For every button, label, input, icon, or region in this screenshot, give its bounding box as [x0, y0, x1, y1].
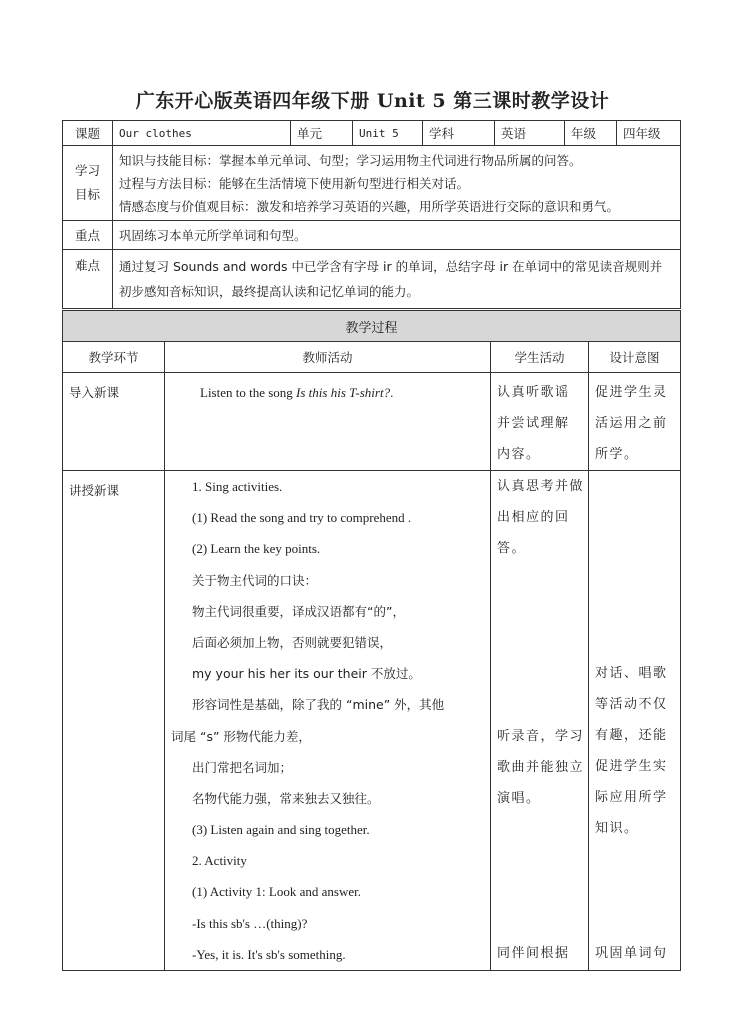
topic-label: 课题 [63, 121, 113, 146]
info-table [62, 120, 681, 309]
teacher-line: my your his her its our their 不放过。 [192, 666, 421, 682]
design-intro: 促进学生灵活运用之前所学。 [589, 373, 681, 471]
teacher-line: (2) Learn the key points. [192, 541, 321, 557]
teacher-new [165, 471, 491, 971]
design-new-a: 对话、唱歌等活动不仅有趣，还能促进学生实际应用所学知识。 [595, 666, 668, 836]
stage-new: 讲授新课 [63, 471, 165, 971]
student-intro: 认真听歌谣并尝试理解内容。 [491, 373, 589, 471]
grade-value: 四年级 [617, 121, 681, 146]
teacher-line: -Is this sb's …(thing)? [192, 915, 308, 931]
unit-value: Unit 5 [353, 121, 423, 146]
teacher-intro-prefix: Listen to the song [200, 385, 297, 400]
teacher-line: 出门常把名词加； [192, 759, 293, 775]
goal-process: 过程与方法目标：能够在生活情境下使用新句型进行相关对话。 [119, 175, 470, 191]
goal-knowledge: 知识与技能目标：掌握本单元单词、句型；学习运用物主代词进行物品所属的问答。 [119, 152, 582, 168]
student-new [491, 471, 589, 971]
teacher-intro [165, 373, 491, 471]
teacher-line: (3) Listen again and sing together. [192, 822, 370, 838]
col-stage: 教学环节 [63, 342, 165, 373]
stage-intro: 导入新课 [63, 373, 165, 471]
unit-label: 单元 [291, 121, 353, 146]
subject-value: 英语 [495, 121, 565, 146]
process-header: 教学过程 [63, 311, 681, 342]
teacher-line: (1) Read the song and try to comprehend . [192, 510, 412, 526]
grade-label: 年级 [565, 121, 617, 146]
goals-label: 学习目标 [63, 146, 113, 221]
design-new-b: 巩固单词句 [595, 946, 668, 961]
teacher-line: 物主代词很重要，译成汉语都有“的”， [192, 603, 405, 619]
teacher-line: (1) Activity 1: Look and answer. [192, 884, 361, 900]
teacher-line: 名物代能力强，常来独去又独往。 [192, 790, 380, 806]
student-new-b: 听录音，学习歌曲并能独立演唱。 [497, 729, 585, 806]
goals-cell [113, 146, 681, 221]
col-teacher: 教师活动 [165, 342, 491, 373]
teacher-intro-suffix: . [390, 385, 394, 400]
teacher-line: 词尾 “s” 形物代能力差， [171, 728, 311, 744]
topic-value: Our clothes [113, 121, 291, 146]
teacher-line: 1. Sing activities. [192, 479, 283, 494]
student-new-c: 同伴间根据 [497, 946, 570, 961]
teacher-line: 2. Activity [192, 853, 247, 869]
design-new [589, 471, 681, 971]
teacher-line: 关于物主代词的口诀： [192, 572, 318, 588]
song-title: Is this his T-shirt? [296, 385, 391, 400]
col-design: 设计意图 [589, 342, 681, 373]
teacher-line: -Yes, it is. It's sb's something. [192, 946, 346, 962]
process-table [62, 310, 681, 971]
teacher-line: 形容词性是基础，除了我的 “mine” 外，其他 [192, 697, 445, 713]
difficulty-label: 难点 [63, 250, 113, 309]
student-new-a: 认真思考并做出相应的回答。 [497, 479, 585, 556]
goal-emotion: 情感态度与价值观目标：激发和培养学习英语的兴趣，用所学英语进行交际的意识和勇气。 [119, 198, 620, 214]
subject-label: 学科 [423, 121, 495, 146]
key-value: 巩固练习本单元所学单词和句型。 [113, 221, 681, 250]
difficulty-value: 通过复习 Sounds and words 中已学含有字母 ir 的单词，总结字母 ir 在单词中的常见读音规则并初步感知音标知识，最终提高认读和记忆单词的能力。 [113, 250, 681, 309]
document-title: 广东开心版英语四年级下册 Unit 5 第三课时教学设计 [135, 90, 610, 112]
key-label: 重点 [63, 221, 113, 250]
col-student: 学生活动 [491, 342, 589, 373]
teacher-line: 后面必须加上物，否则就要犯错误， [192, 634, 393, 650]
